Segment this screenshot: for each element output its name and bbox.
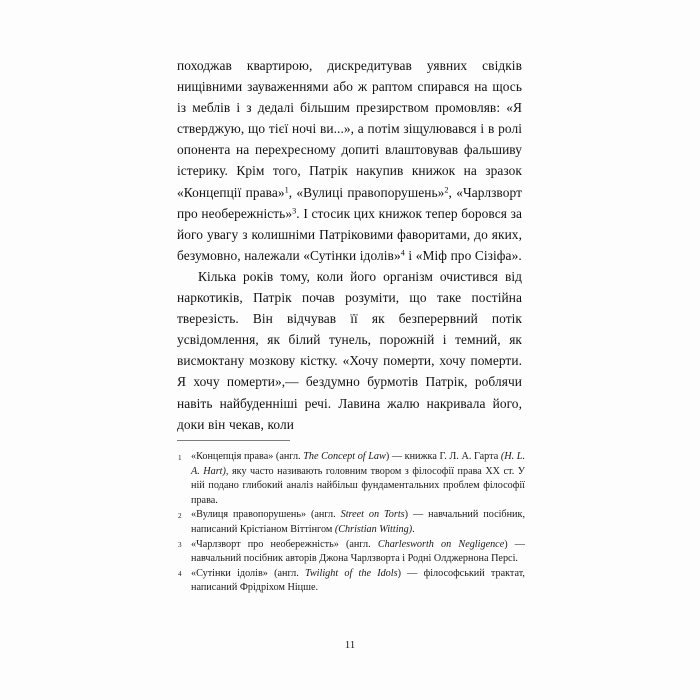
body-text-column bbox=[177, 55, 522, 435]
italic-title: Street on Torts bbox=[340, 509, 405, 521]
italic-title: (H. L. A. Hart) bbox=[191, 451, 525, 477]
footnote-marker: 4 bbox=[178, 570, 182, 579]
footnote-item bbox=[177, 508, 525, 537]
footnote-block bbox=[177, 440, 525, 596]
text-run: ) — філософський трактат, написаний Фрідріхом Ніцше. bbox=[191, 567, 525, 594]
footnote-item bbox=[177, 567, 525, 596]
text-run: «Концепція права» (англ. bbox=[191, 451, 304, 462]
footnote-marker: 1 bbox=[178, 453, 182, 462]
text-run: Кілька років тому, коли його організм очистився від наркотиків, Патрік почав розуміти, що таке постійна тверезість. Він відчував її як безперервний потік усвідомлення, як білий тунель, порожній і темний, як висмоктану мозкову кістку. «Хочу померти, хочу померти. Я хочу померти»,— бездумно бурмотів Патрік, роблячи навіть найбуденніші речі. Лавина жалю накривала його, доки він чекав, коли bbox=[177, 268, 522, 432]
footnote-reference[interactable]: 4 bbox=[400, 248, 405, 258]
footnote-marker: 3 bbox=[178, 541, 182, 550]
italic-title: Twilight of the Idols bbox=[304, 567, 398, 579]
text-run: , «Чарлзворт про необережність» bbox=[177, 184, 522, 221]
italic-title: (Christian Witting) bbox=[334, 523, 413, 535]
text-run: походжав квартирою, дискредитував уявних свідків нищівними зауваженнями або ж раптом спирався на щось із меблів і з дедалі більшим презирством промовляв: «Я стверджую, що тієї ночі ви...», а потім зіщулювався і в ролі опонента на перехресному допиті влаштовував фальшиву істерику. Крім того, Патрік накупив книжок на зразок «Концепції права» bbox=[177, 58, 522, 200]
italic-title: Charlesworth on Negligence bbox=[377, 538, 505, 550]
footnote-list bbox=[177, 450, 525, 596]
text-run: «Сутінки ідолів» (англ. bbox=[191, 567, 305, 579]
page-number: 11 bbox=[344, 639, 356, 651]
text-run: ) — книжка Г. Л. А. Гарта bbox=[385, 451, 501, 462]
text-run: . І стосик цих книжок тепер боровся за його увагу з колишніми Патріковими фаворитами, до яких, безумовно, належали «Сутінки ідолів» bbox=[177, 205, 522, 263]
italic-title: The Concept of Law bbox=[303, 451, 386, 462]
body-paragraph bbox=[177, 266, 522, 435]
footnote-reference[interactable]: 2 bbox=[444, 185, 449, 194]
footnote-item bbox=[177, 538, 525, 567]
footnote-item bbox=[177, 450, 525, 508]
text-run: «Чарлзворт про необережність» (англ. bbox=[191, 538, 378, 550]
text-run: «Вулиця правопорушень» (англ. bbox=[191, 509, 341, 521]
text-run: . bbox=[412, 523, 415, 535]
footnote-reference[interactable]: 3 bbox=[292, 206, 297, 216]
body-paragraph-list bbox=[177, 55, 522, 435]
text-run: , яку часто називають головним твором з філософії права XX ст. У ній подано глибокий аналіз найбільш фундаментальних проблем філософії права. bbox=[191, 465, 525, 506]
text-run: ) — навчальний посібник авторів Джона Чарлзворта і Родні Олджернона Персі. bbox=[191, 538, 525, 565]
text-run: , «Вулиці правопорушень» bbox=[288, 184, 445, 200]
text-run: ) — навчальний посібник, написаний Крістіаном Віттінгом bbox=[191, 509, 526, 535]
footnote-separator-rule bbox=[177, 440, 290, 441]
body-paragraph bbox=[177, 55, 522, 266]
footnote-reference[interactable]: 1 bbox=[284, 185, 289, 194]
text-run: і «Міф про Сізіфа». bbox=[404, 247, 522, 263]
footnote-marker: 2 bbox=[178, 511, 182, 520]
